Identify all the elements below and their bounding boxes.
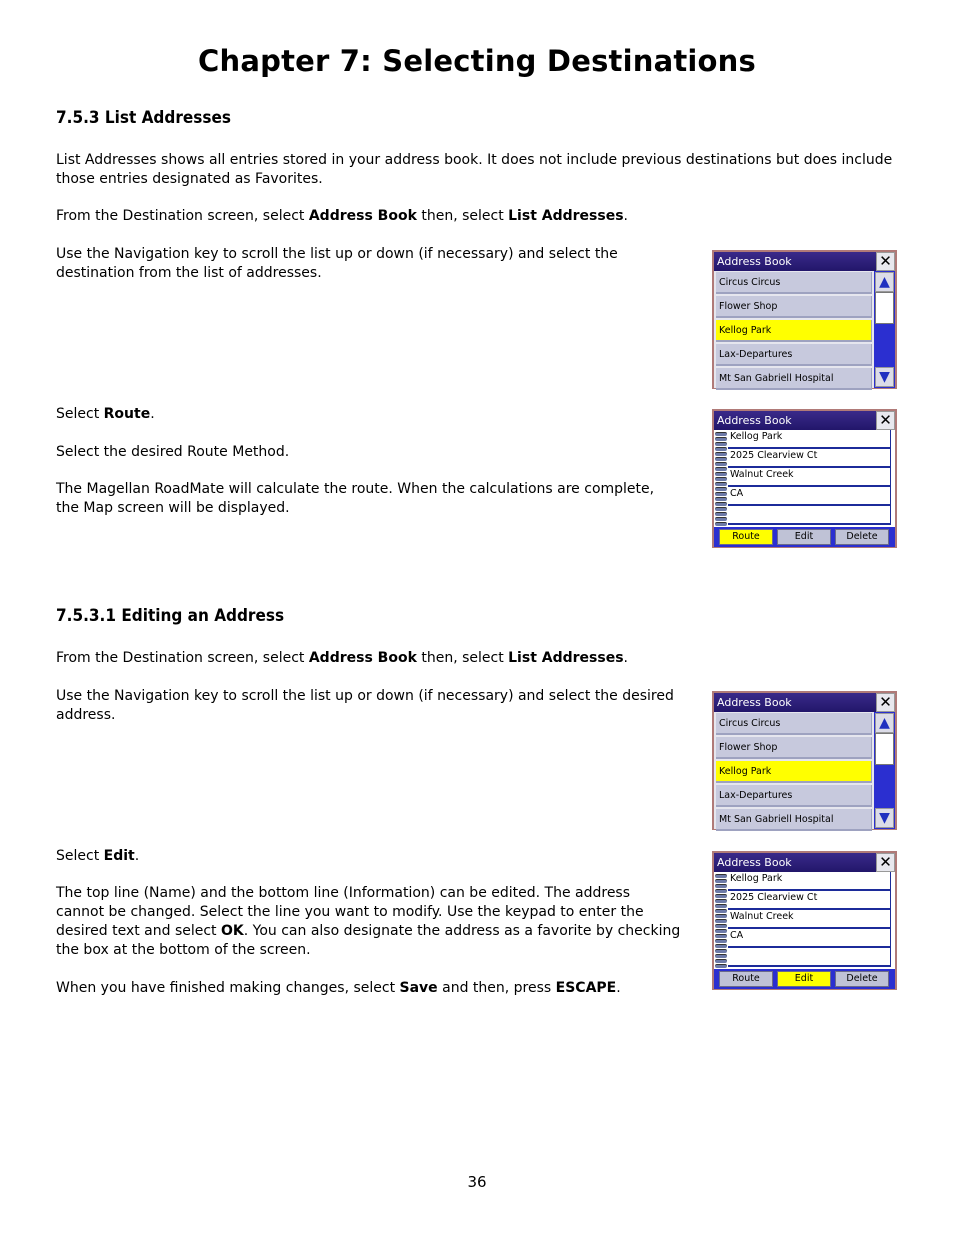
address-book-list-screen [712,691,897,830]
detail-line-state[interactable]: CA [728,487,891,506]
spiral-coil [715,517,727,521]
address-detail-screen [712,409,897,548]
spiral-coil [715,879,727,883]
address-list [714,271,874,388]
paragraph [56,884,681,960]
address-detail-screen [712,851,897,990]
spiral-coil [715,894,727,898]
bold-text: OK [221,923,244,939]
scroll-up-arrow-icon[interactable]: ▲ [875,272,894,292]
text: and then, press [437,980,556,996]
spiral-coil [715,437,727,441]
spiral-coil [715,929,727,933]
list-item[interactable]: Mt San Gabriell Hospital [716,809,872,831]
paragraph: Use the Navigation key to scroll the list up or down (if necessary) and select the desired address. [56,688,674,723]
bold-text: Route [103,406,151,422]
text: then, select [416,650,509,666]
text: Select [56,406,104,422]
detail-line-state[interactable]: CA [728,929,891,948]
paragraph [56,649,901,668]
scroll-thumb[interactable] [875,292,894,324]
spiral-coil [715,492,727,496]
delete-button[interactable]: Delete [835,529,889,545]
route-button[interactable]: Route [719,529,773,545]
notebook-spiral-icon [714,430,728,527]
spiral-coil [715,939,727,943]
spiral-coil [715,467,727,471]
list-item[interactable]: Lax-Departures [716,785,872,807]
spiral-coil [715,512,727,516]
bold-text: Edit [103,848,135,864]
text: then, select [416,208,509,224]
paragraph: List Addresses shows all entries stored in your address book. It does not include previous destinations but does include those entries designated as Favorites. [56,152,893,187]
spiral-coil [715,884,727,888]
bold-text: Address Book [308,650,417,666]
scroll-down-arrow-icon[interactable]: ▼ [875,808,894,828]
scroll-down-arrow-icon[interactable]: ▼ [875,367,894,387]
detail-line-city[interactable]: Walnut Creek [728,910,891,929]
screen-title: Address Book [717,255,792,268]
edit-button[interactable]: Edit [777,971,831,987]
address-detail-lines [728,872,895,969]
address-detail-lines [728,430,895,527]
button-bar [714,969,895,989]
bold-text: Save [399,980,438,996]
address-list [714,712,874,829]
text: . [623,650,628,666]
spiral-coil [715,502,727,506]
section-heading-list-addresses: 7.5.3 List Addresses [56,108,231,128]
spiral-coil [715,914,727,918]
section-heading-editing-address: 7.5.3.1 Editing an Address [56,606,285,626]
detail-line-name[interactable]: Kellog Park [728,430,891,449]
spiral-coil [715,934,727,938]
spiral-coil [715,919,727,923]
list-item-selected[interactable]: Kellog Park [716,320,872,342]
paragraph [56,979,681,998]
delete-button[interactable]: Delete [835,971,889,987]
bold-text: Address Book [308,208,417,224]
spiral-coil [715,472,727,476]
spiral-coil [715,442,727,446]
address-book-list-screen [712,250,897,389]
close-icon[interactable]: ✕ [876,252,895,271]
spiral-coil [715,487,727,491]
paragraph: Use the Navigation key to scroll the list up or down (if necessary) and select the destination from the list of addresses. [56,246,618,281]
spiral-coil [715,497,727,501]
detail-line-info[interactable] [728,948,891,967]
text: . You can also designate the address as a favorite by checking the box at the bottom of the screen. [56,923,681,958]
bold-text: List Addresses [508,650,624,666]
spiral-coil [715,904,727,908]
spiral-coil [715,507,727,511]
button-bar [714,527,895,547]
list-item[interactable]: Flower Shop [716,737,872,759]
spiral-coil [715,874,727,878]
scroll-thumb[interactable] [875,733,894,765]
spiral-coil [715,477,727,481]
spiral-coil [715,964,727,968]
paragraph: Select the desired Route Method. [56,444,290,460]
spiral-coil [715,899,727,903]
spiral-coil [715,889,727,893]
spiral-coil [715,944,727,948]
scrollbar[interactable] [874,271,895,388]
detail-line-street[interactable]: 2025 Clearview Ct [728,449,891,468]
text: Select [56,848,104,864]
paragraph: The Magellan RoadMate will calculate the route. When the calculations are complete, the Map screen will be displayed. [56,481,655,516]
spiral-coil [715,452,727,456]
text: . [134,848,140,864]
list-item[interactable]: Mt San Gabriell Hospital [716,368,872,390]
edit-button[interactable]: Edit [777,529,831,545]
text: From the Destination screen, select [56,650,309,666]
page-number: 36 [467,1173,487,1191]
screen-title: Address Book [717,696,792,709]
route-button[interactable]: Route [719,971,773,987]
spiral-coil [715,949,727,953]
scrollbar[interactable] [874,712,895,829]
paragraph [56,847,681,866]
detail-line-info[interactable] [728,506,891,525]
spiral-coil [715,909,727,913]
spiral-coil [715,482,727,486]
screen-titlebar [714,411,895,430]
list-item[interactable]: Flower Shop [716,296,872,318]
spiral-coil [715,432,727,436]
scroll-up-arrow-icon[interactable]: ▲ [875,713,894,733]
paragraph [56,405,681,424]
spiral-coil [715,522,727,526]
screen-titlebar [714,693,895,712]
spiral-coil [715,954,727,958]
bold-text: List Addresses [508,208,624,224]
screen-title: Address Book [717,414,792,427]
text: When you have finished making changes, select [56,980,400,996]
close-icon[interactable]: ✕ [876,693,895,712]
paragraph [56,207,901,226]
text: . [616,980,621,996]
text: . [623,208,628,224]
list-item-selected[interactable]: Kellog Park [716,761,872,783]
text: From the Destination screen, select [56,208,309,224]
close-icon[interactable]: ✕ [876,853,895,872]
chapter-title: Chapter 7: Selecting Destinations [198,44,756,78]
spiral-coil [715,924,727,928]
text: The top line (Name) and the bottom line (Information) can be edited. The address cannot be changed. Select the line you want to modify. Use the keypad to enter the desired text and select [56,885,644,939]
spiral-coil [715,462,727,466]
list-item[interactable]: Circus Circus [716,272,872,294]
notebook-spiral-icon [714,872,728,969]
text: . [150,406,155,422]
list-item[interactable]: Lax-Departures [716,344,872,366]
list-item[interactable]: Circus Circus [716,713,872,735]
detail-line-city[interactable]: Walnut Creek [728,468,891,487]
bold-text: ESCAPE [555,980,617,996]
spiral-coil [715,447,727,451]
screen-titlebar [714,853,895,872]
detail-line-street[interactable]: 2025 Clearview Ct [728,891,891,910]
spiral-coil [715,457,727,461]
spiral-coil [715,959,727,963]
close-icon[interactable]: ✕ [876,411,895,430]
screen-title: Address Book [717,856,792,869]
screen-titlebar [714,252,895,271]
detail-line-name[interactable]: Kellog Park [728,872,891,891]
